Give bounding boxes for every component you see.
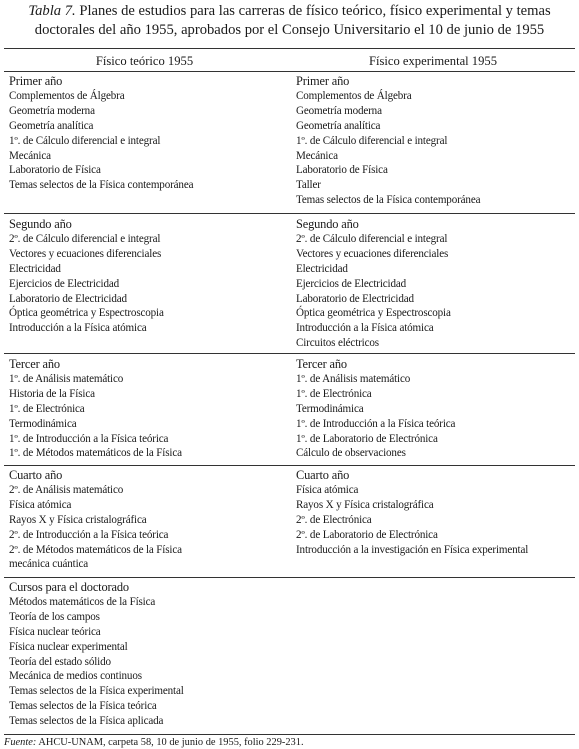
course-item: Geometría analítica (296, 119, 381, 132)
section-left (9, 217, 164, 336)
bottom-rule (4, 734, 575, 735)
course-item: 2º. de Análisis matemático (9, 483, 124, 496)
course-item: Electricidad (9, 262, 61, 275)
section-title: Cursos para el doctorado (9, 580, 129, 594)
course-item: Física nuclear experimental (9, 640, 128, 653)
course-item: Circuitos eléctricos (296, 337, 379, 350)
course-item: Física nuclear teórica (9, 625, 101, 638)
course-item: Laboratorio de Física (9, 164, 101, 177)
section-left (9, 74, 193, 193)
col-header-right: Físico experimental 1955 (368, 54, 497, 68)
course-item: Termodinámica (9, 417, 77, 430)
course-item: Electricidad (296, 262, 348, 275)
course-item: Temas selectos de la Física teórica (9, 700, 157, 713)
section-right (296, 74, 480, 208)
course-item: Rayos X y Física cristalográfica (296, 498, 434, 511)
course-item: Física atómica (9, 498, 72, 511)
course-item: Mecánica de medios continuos (9, 670, 142, 683)
course-item: Temas selectos de la Física experimental (9, 685, 184, 698)
course-item: Vectores y ecuaciones diferenciales (9, 247, 162, 260)
section-title: Segundo año (296, 217, 359, 231)
course-item: 2º. de Introducción a la Física teórica (9, 528, 169, 541)
section-left (9, 580, 184, 729)
course-item: 1º. de Análisis matemático (296, 372, 411, 385)
course-item: Introducción a la Física atómica (9, 322, 147, 335)
course-item: Teoría de los campos (9, 610, 100, 623)
course-item: Ejercicios de Electricidad (296, 277, 407, 290)
section-title: Segundo año (9, 217, 72, 231)
section-title: Primer año (296, 74, 350, 88)
col-header-left: Físico teórico 1955 (95, 54, 194, 68)
course-item: 2º. de Electrónica (296, 513, 372, 526)
section-divider (4, 353, 575, 354)
caption-label: Tabla 7. (28, 3, 76, 19)
source-label: Fuente: (4, 737, 37, 748)
course-item: 2º. de Métodos matemáticos de la Física (9, 543, 182, 556)
course-item: Complementos de Álgebra (296, 89, 412, 102)
section-left (9, 357, 182, 461)
section-left (9, 468, 182, 572)
course-item: Complementos de Álgebra (9, 89, 125, 102)
source-note (4, 737, 304, 749)
course-item: Termodinámica (296, 402, 364, 415)
course-item: Cálculo de observaciones (296, 447, 406, 460)
course-item: Ejercicios de Electricidad (9, 277, 120, 290)
course-item: 1º. de Introducción a la Física teórica (296, 417, 456, 430)
top-rule (4, 48, 575, 49)
source-text: AHCU-UNAM, carpeta 58, 10 de junio de 1955, folio 229-231. (36, 737, 304, 748)
course-item: Mecánica (296, 149, 338, 162)
course-item: Temas selectos de la Física contemporánea (9, 179, 194, 192)
course-item: 1º. de Métodos matemáticos de la Física (9, 447, 182, 460)
course-item: 1º. de Introducción a la Física teórica (9, 432, 169, 445)
course-item: Historia de la Física (9, 387, 95, 400)
course-item: Geometría moderna (296, 104, 382, 117)
caption-text: Planes de estudios para las carreras de físico teórico, físico experimental y temas doctorales del año 1955, aprobados por el Consejo Universitario el 10 de junio de 1955 (34, 3, 551, 38)
section-title: Cuarto año (9, 468, 63, 482)
course-item: Taller (296, 179, 321, 192)
course-item: 1º. de Cálculo diferencial e integral (9, 134, 161, 147)
course-item: Óptica geométrica y Espectroscopia (9, 307, 164, 320)
course-item: Métodos matemáticos de la Física (9, 595, 156, 608)
course-item: Teoría del estado sólido (9, 655, 111, 668)
course-item: Óptica geométrica y Espectroscopia (296, 307, 451, 320)
section-title: Tercer año (9, 357, 60, 371)
course-item: Introducción a la Física atómica (296, 322, 434, 335)
section-title: Primer año (9, 74, 63, 88)
course-item: Laboratorio de Física (296, 164, 388, 177)
course-item: 2º. de Cálculo diferencial e integral (9, 232, 161, 245)
course-item: Vectores y ecuaciones diferenciales (296, 247, 449, 260)
course-item: 1º. de Laboratorio de Electrónica (296, 432, 438, 445)
section-right (296, 357, 455, 461)
section-divider (4, 465, 575, 466)
course-item: Laboratorio de Electricidad (296, 292, 414, 305)
course-item: Mecánica (9, 149, 51, 162)
course-item: Física atómica (296, 483, 359, 496)
section-title: Cuarto año (296, 468, 350, 482)
section-divider (4, 577, 575, 578)
course-item: 1º. de Electrónica (296, 387, 372, 400)
header-rule (4, 71, 575, 72)
section-right (296, 217, 451, 351)
course-item: Laboratorio de Electricidad (9, 292, 127, 305)
course-item: Geometría moderna (9, 104, 95, 117)
course-item: 1º. de Cálculo diferencial e integral (296, 134, 448, 147)
course-item: mecánica cuántica (9, 558, 89, 571)
table-caption (4, 2, 575, 40)
course-item: Introducción a la investigación en Física experimental (296, 543, 529, 556)
course-item: Geometría analítica (9, 119, 94, 132)
section-right (296, 468, 528, 557)
course-item: 2º. de Laboratorio de Electrónica (296, 528, 438, 541)
course-item: Temas selectos de la Física aplicada (9, 715, 164, 728)
course-item: Temas selectos de la Física contemporánea (296, 194, 481, 207)
course-item: 1º. de Electrónica (9, 402, 85, 415)
course-item: 1º. de Análisis matemático (9, 372, 124, 385)
section-title: Tercer año (296, 357, 347, 371)
section-divider (4, 213, 575, 214)
course-item: Rayos X y Física cristalográfica (9, 513, 147, 526)
course-item: 2º. de Cálculo diferencial e integral (296, 232, 448, 245)
